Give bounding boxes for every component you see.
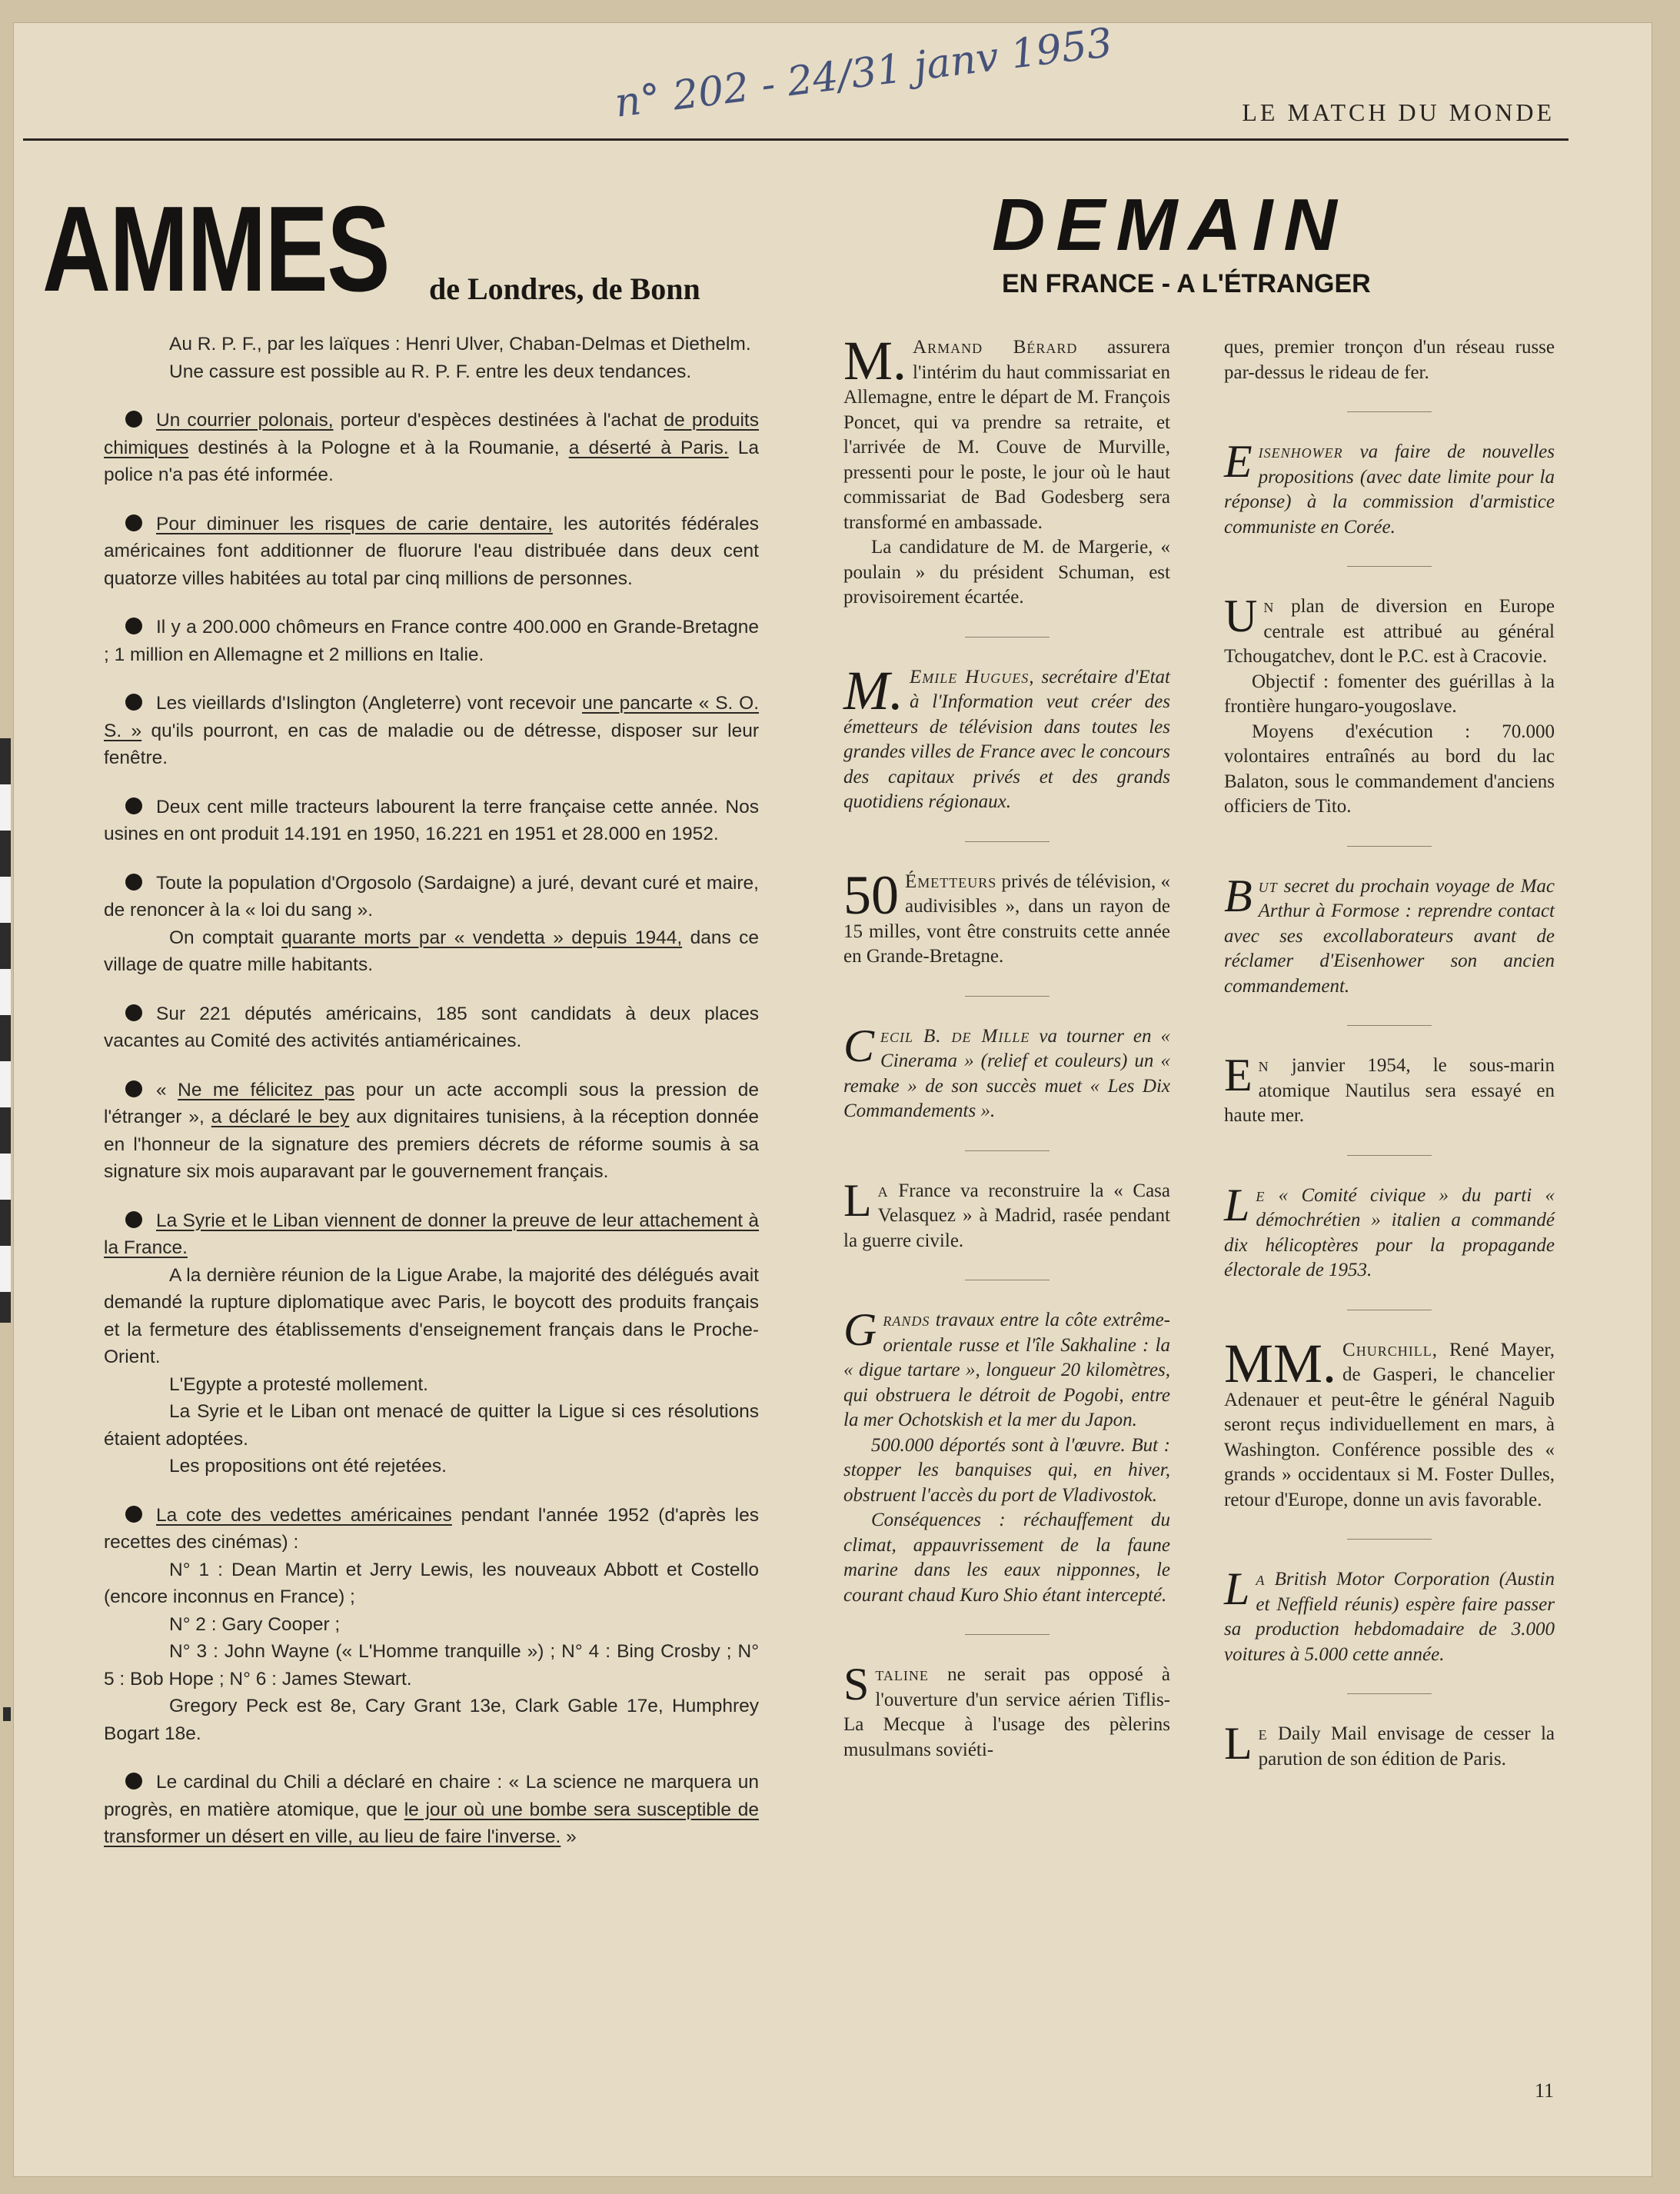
text-run: N° 3 : John Wayne (« L'Homme tranquille ») ; N° 4 : Bing Crosby ; N° 5 : Bob Hope ; N° 6 : James Stewart. — [104, 1641, 759, 1690]
drop-cap: M. — [843, 330, 907, 391]
text-run: N° 1 : Dean Martin et Jerry Lewis, les nouveaux Abbott et Costello (encore inconnus en France) ; — [104, 1559, 759, 1607]
drop-cap: L — [1224, 1563, 1250, 1614]
brief-paragraph — [843, 1659, 1170, 1763]
news-paragraph — [104, 1077, 759, 1186]
brief-text: La candidature de M. de Margerie, « poulain » du président Schuman, est provisoirement écartée. — [843, 537, 1170, 608]
underlined-text: Pour diminuer les risques de carie dentaire, — [156, 513, 553, 534]
text-run: les autorités fédérales américaines font additionner de fluorure l'eau distribuée dans deux cent quatorze villes habitées au total par cinq millions de personnes. — [104, 513, 760, 589]
handwritten-note: n° 202 - 24/31 janv 1953 — [612, 19, 1115, 127]
brief-text: Objectif : fomenter des guérillas à la frontière hungaro-yougoslave. — [1224, 671, 1555, 717]
bullet-icon — [125, 411, 142, 428]
item-separator — [1347, 566, 1432, 567]
brief-paragraph — [1224, 1563, 1555, 1667]
brief-item — [843, 1020, 1170, 1124]
underlined-text: La cote des vedettes américaines — [156, 1504, 452, 1526]
brief-paragraph — [843, 1433, 1170, 1509]
item-separator — [1347, 1693, 1432, 1694]
bullet-icon — [125, 1773, 142, 1789]
brief-item — [1224, 1179, 1555, 1283]
brief-paragraph — [1224, 1050, 1555, 1129]
text-run: L'Egypte a protesté mollement. — [169, 1373, 428, 1395]
brief-paragraph — [1224, 591, 1555, 670]
lead-words: n — [1258, 1055, 1269, 1076]
lead-words: e — [1258, 1723, 1268, 1744]
lead-words: Émetteurs — [905, 871, 997, 892]
brief-text: plan de diversion en Europe centrale est attribué au général Tchougatchev, dont le P.C. est à Cracovie. — [1224, 596, 1555, 667]
news-item — [104, 1000, 759, 1055]
news-item — [104, 511, 759, 593]
item-separator — [965, 1150, 1050, 1151]
drop-cap: S — [843, 1659, 870, 1710]
underlined-text: le jour où une bombe sera susceptible de transformer un désert en ville, au lieu de faire l'inverse. — [104, 1799, 759, 1847]
brief-text: British Motor Corporation (Austin et Neffield réunis) espère faire passer sa production hebdomadaire de 3.000 voitures à 5.000 cette année. — [1224, 1569, 1555, 1665]
text-run: Deux cent mille tracteurs labourent la terre française cette année. Nos usines en ont produit 14.191 en 1950, 16.221 en 1951 et 28.000 en 1952. — [104, 796, 759, 844]
lead-words: Armand Bérard — [913, 337, 1078, 358]
bullet-icon — [125, 874, 142, 891]
brief-paragraph — [1224, 870, 1555, 1000]
brief-paragraph — [843, 1304, 1170, 1433]
text-run: destinés à la Pologne et à la Roumanie, — [188, 437, 569, 458]
brief-item — [1224, 1718, 1555, 1772]
brief-text: Conséquences : réchauffement du climat, appauvrissement de la faune marine dans les eaux nipponnes, le courant chaud Kuro Shio étant intercepté. — [843, 1510, 1170, 1606]
news-paragraph — [104, 1207, 759, 1262]
lead-words: a — [877, 1180, 889, 1201]
item-separator — [1347, 1025, 1432, 1026]
news-paragraph — [104, 1769, 759, 1851]
text-run: porteur d'espèces destinées à l'achat — [333, 410, 664, 431]
text-run: A la dernière réunion de la Ligue Arabe, la majorité des délégués avait demandé la rupture diplomatique avec Paris, le boycott des produits français et la fermeture des établissements d'enseignement français dans le Proche-Orient. — [104, 1264, 759, 1367]
lead-words: ut — [1258, 875, 1278, 897]
underlined-text: de produits chimiques — [104, 410, 759, 458]
brief-text: 500.000 déportés sont à l'œuvre. But : stopper les banquises qui, en hiver, obstruent l'accès du port de Vladivostok. — [843, 1434, 1170, 1506]
news-item — [104, 1207, 759, 1480]
continued-text: ques, premier tronçon d'un réseau russe par-dessus le rideau de fer. — [1224, 337, 1555, 383]
brief-paragraph — [1224, 1718, 1555, 1772]
text-run: aux dignitaires tunisiens, à la réception donnée en l'honneur de la signature des premiers décrets de réforme soumis à sa signature six mois auparavant par le gouvernement français. — [104, 1107, 759, 1182]
text-run: Sur 221 députés américains, 185 sont candidats à deux places vacantes au Comité des activités antiaméricaines. — [104, 1003, 759, 1051]
brief-paragraph — [843, 659, 1170, 815]
underlined-text: quarante morts par « vendetta » depuis 1944, — [281, 927, 683, 948]
news-paragraph — [104, 1556, 759, 1611]
bullet-icon — [125, 1506, 142, 1523]
news-paragraph — [104, 924, 759, 979]
news-paragraph — [104, 1000, 759, 1055]
brief-item — [843, 330, 1170, 611]
brief-text: secrétaire d'Etat à l'Information veut créer des émetteurs de télévision dans toutes les grandes villes de France avec le concours des capitaux privés et des grands quotidiens régionaux. — [843, 666, 1170, 812]
text-run: La police n'a pas été informée. — [104, 437, 759, 485]
demain-column-2 — [1224, 335, 1555, 1772]
right-subhead: EN FRANCE - A L'ÉTRANGER — [1002, 269, 1371, 298]
brief-paragraph — [843, 1174, 1170, 1254]
text-run: Le cardinal du Chili a déclaré en chaire : « La science ne marquera un progrès, en matière atomique, que — [104, 1772, 759, 1820]
lead-words: e — [1256, 1184, 1266, 1206]
news-item — [104, 1077, 759, 1186]
brief-paragraph — [1224, 670, 1555, 720]
news-item — [104, 614, 759, 668]
publication-name: LE MATCH DU MONDE — [1242, 98, 1555, 126]
lead-words: Churchill, — [1342, 1339, 1438, 1360]
news-item — [104, 1502, 759, 1748]
underlined-text: Ne me félicitez pas — [178, 1079, 355, 1100]
underlined-text: a déclaré le bey — [211, 1107, 350, 1127]
brief-item — [1224, 1563, 1555, 1667]
underlined-text: La Syrie et le Liban viennent de donner la preuve de leur attachement à la France. — [104, 1210, 759, 1258]
page-number: 11 — [1535, 2079, 1555, 2102]
drop-cap: L — [843, 1174, 872, 1226]
brief-item — [1224, 870, 1555, 1000]
item-separator — [965, 841, 1050, 842]
lead-words: Emile Hugues, — [909, 666, 1035, 687]
left-news-column — [104, 331, 759, 1873]
drop-cap: 50 — [843, 864, 899, 926]
brief-text: ne serait pas opposé à l'ouverture d'un service aérien Tiflis-La Mecque à l'usage des pèlerins musulmans soviéti- — [843, 1664, 1170, 1760]
news-item — [104, 1769, 759, 1851]
news-item — [104, 407, 759, 489]
brief-paragraph — [1224, 1332, 1555, 1513]
brief-item — [1224, 1332, 1555, 1513]
text-run: pour un acte accompli sous la pression de l'étranger », — [104, 1079, 759, 1127]
news-paragraph — [104, 870, 759, 924]
bullet-icon — [125, 1211, 142, 1228]
news-item — [104, 870, 759, 979]
text-run: Les propositions ont été rejetées. — [169, 1456, 447, 1477]
brief-paragraph — [1224, 1179, 1555, 1283]
drop-cap: U — [1224, 591, 1258, 641]
news-item — [104, 331, 759, 385]
text-run: dans ce village de quatre mille habitants. — [104, 927, 759, 975]
drop-cap: C — [843, 1020, 875, 1071]
item-separator — [965, 1634, 1050, 1635]
brief-text: René Mayer, de Gasperi, le chancelier Adenauer et peut-être le général Naguib seront reçus individuellement en mars, à Washington. Conférence possible des « grands » occidentaux si M. Foster Dulles, retour d'Europe, donne un avis favorable. — [1224, 1339, 1555, 1510]
underlined-text: une pancarte « S. O. S. » — [104, 693, 759, 741]
brief-item — [843, 864, 1170, 970]
scan-ruler-mark — [3, 1707, 11, 1721]
drop-cap: L — [1224, 1718, 1253, 1769]
text-run: qu'ils pourront, en cas de maladie ou de détresse, disposer sur leur fenêtre. — [104, 720, 759, 768]
brief-paragraph — [843, 1508, 1170, 1608]
news-paragraph — [104, 331, 759, 358]
news-paragraph — [104, 407, 759, 489]
text-run: La Syrie et le Liban ont menacé de quitter la Ligue si ces résolutions étaient adoptées. — [104, 1401, 759, 1450]
news-paragraph — [104, 1262, 759, 1371]
scan-ruler — [0, 738, 11, 1323]
drop-cap: E — [1224, 436, 1253, 487]
brief-item — [843, 1659, 1170, 1763]
item-separator — [1347, 846, 1432, 847]
drop-cap: B — [1224, 870, 1253, 921]
brief-item — [1224, 436, 1555, 540]
news-paragraph — [104, 1611, 759, 1639]
news-paragraph — [104, 614, 759, 668]
brief-text: Moyens d'exécution : 70.000 volontaires entraînés au bord du lac Balaton, sous le commandement d'anciens officiers de Tito. — [1224, 721, 1555, 817]
left-subhead: de Londres, de Bonn — [429, 271, 700, 306]
item-separator — [1347, 411, 1432, 412]
news-paragraph — [104, 1502, 759, 1556]
underlined-text: Un courrier polonais, — [156, 410, 334, 431]
text-run: Au R. P. F., par les laïques : Henri Ulver, Chaban-Delmas et Diethelm. — [169, 334, 751, 355]
news-paragraph — [104, 1371, 759, 1399]
masthead-rule — [23, 138, 1569, 141]
lead-words: isenhower — [1258, 441, 1343, 462]
brief-text: secret du prochain voyage de Mac Arthur à Formose : reprendre contact avec ses excollaborateurs avant de réclamer d'Eisenhower son ancien commandement. — [1224, 875, 1555, 997]
lead-words: ecil B. de Mille — [880, 1025, 1030, 1047]
item-separator — [1347, 1155, 1432, 1156]
lead-words: a — [1256, 1569, 1266, 1590]
text-run: Il y a 200.000 chômeurs en France contre 400.000 en Grande-Bretagne ; 1 million en Allemagne et 2 millions en Italie. — [104, 617, 759, 665]
bullet-icon — [125, 1080, 142, 1097]
brief-paragraph — [843, 535, 1170, 611]
item-separator — [965, 637, 1050, 638]
text-run: » — [561, 1826, 577, 1847]
news-paragraph — [104, 690, 759, 772]
news-paragraph — [104, 1693, 759, 1747]
drop-cap: L — [1224, 1179, 1250, 1230]
brief-paragraph — [1224, 436, 1555, 540]
news-item — [104, 794, 759, 848]
item-separator — [965, 996, 1050, 997]
news-paragraph — [104, 358, 759, 386]
brief-text: France va reconstruire la « Casa Velasquez » à Madrid, rasée pendant la guerre civile. — [843, 1180, 1170, 1251]
brief-item — [1224, 591, 1555, 820]
brief-item — [1224, 1050, 1555, 1129]
news-paragraph — [104, 794, 759, 848]
news-paragraph — [104, 511, 759, 593]
bullet-icon — [125, 694, 142, 711]
brief-text: travaux entre la côte extrême-orientale russe et l'île Sakhaline : la « digue tartare », longueur 20 kilomètres, qui obstruera le détroit de Pogobi, entre la mer Ochotskish et la mer du Japon. — [843, 1310, 1170, 1430]
news-paragraph — [104, 1638, 759, 1693]
text-run: « — [156, 1079, 178, 1100]
brief-text: assurera l'intérim du haut commissariat en Allemagne, entre le départ de M. François Poncet, qui va prendre sa retraite, et l'arrivée de M. Couve de Murville, pressenti pour le poste, le jour où le haut commissariat de Bad Godesberg sera transformé en ambassade. — [843, 337, 1170, 533]
lead-words: rands — [883, 1310, 930, 1330]
text-run: On comptait — [169, 927, 282, 948]
drop-cap: G — [843, 1304, 877, 1355]
left-headline: AMMES — [42, 181, 389, 317]
brief-text: va faire de nouvelles propositions (avec date limite pour la réponse) à la commission d'armistice communiste en Corée. — [1224, 441, 1555, 538]
text-run: Toute la population d'Orgosolo (Sardaigne) a juré, devant curé et maire, de renoncer à la « loi du sang ». — [104, 872, 759, 921]
brief-text: va tourner en « Cinerama » (relief et couleurs) un « remake » de son succès muet « Les Dix Commandements ». — [843, 1025, 1170, 1121]
text-run: Gregory Peck est 8e, Cary Grant 13e, Clark Gable 17e, Humphrey Bogart 18e. — [104, 1696, 759, 1744]
text-run: Les vieillards d'Islington (Angleterre) vont recevoir — [156, 693, 582, 714]
lead-words: taline — [875, 1664, 929, 1685]
text-run: N° 2 : Gary Cooper ; — [169, 1613, 341, 1635]
text-run: Une cassure est possible au R. P. F. entre les deux tendances. — [169, 361, 692, 382]
news-paragraph — [104, 1398, 759, 1453]
right-headline: DEMAIN — [992, 184, 1348, 266]
news-item — [104, 690, 759, 772]
underlined-text: a déserté à Paris. — [568, 437, 729, 458]
drop-cap: MM. — [1224, 1332, 1337, 1394]
brief-paragraph — [843, 864, 1170, 970]
bullet-icon — [125, 797, 142, 814]
drop-cap: M. — [843, 659, 903, 721]
text-run: pendant l'année 1952 (d'après les recettes des cinémas) : — [104, 1504, 759, 1553]
bullet-icon — [125, 1004, 142, 1021]
brief-paragraph — [1224, 720, 1555, 820]
brief-paragraph — [843, 1020, 1170, 1124]
news-paragraph — [104, 1453, 759, 1480]
brief-item — [843, 1174, 1170, 1254]
brief-text: janvier 1954, le sous-marin atomique Nautilus sera essayé en haute mer. — [1224, 1055, 1555, 1126]
bullet-icon — [125, 618, 142, 634]
brief-text: Daily Mail envisage de cesser la parution de son édition de Paris. — [1258, 1723, 1555, 1770]
brief-item — [843, 659, 1170, 815]
lead-words: n — [1263, 596, 1275, 617]
brief-paragraph — [843, 330, 1170, 535]
demain-column-1 — [843, 330, 1170, 1763]
bullet-icon — [125, 514, 142, 531]
brief-text: « Comité civique » du parti « démochrétien » italien a commandé dix hélicoptères pour la propagande électorale de 1953. — [1224, 1184, 1555, 1280]
drop-cap: E — [1224, 1050, 1253, 1100]
item-separator — [1347, 1539, 1432, 1540]
brief-item — [843, 1304, 1170, 1608]
brief-text: privés de télévision, « audivisibles », dans un rayon de 15 milles, vont être construits cette année en Grande-Bretagne. — [843, 871, 1170, 967]
